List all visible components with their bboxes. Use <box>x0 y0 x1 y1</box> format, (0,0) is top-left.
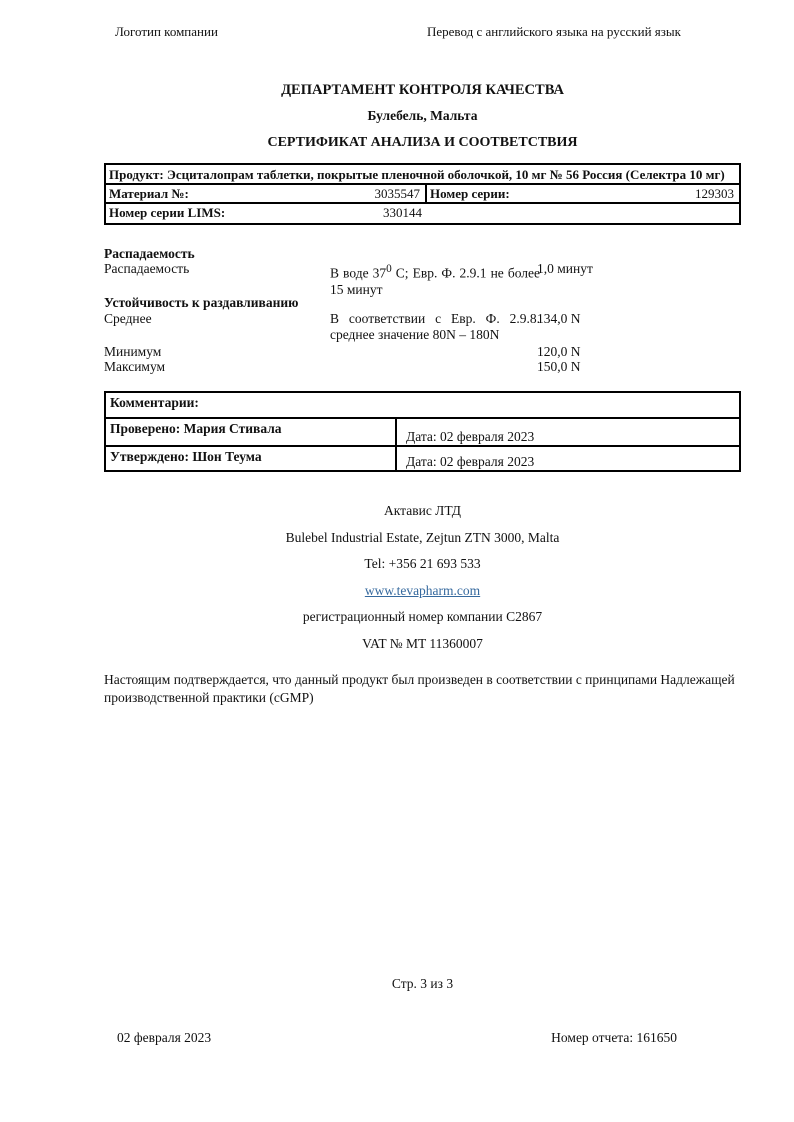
location-subtitle: Булебель, Мальта <box>367 108 478 123</box>
lims-cell <box>106 204 427 223</box>
table-row <box>106 419 739 447</box>
batch-value: 129303 <box>695 186 734 201</box>
comments-table <box>104 391 741 472</box>
certificate-title: СЕРТИФИКАТ АНАЛИЗА И СООТВЕТСТВИЯ <box>267 135 578 150</box>
company-vat: VAT № MT 11360007 <box>362 636 483 651</box>
test-name: Максимум <box>104 359 166 374</box>
department-title: ДЕПАРТАМЕНТ КОНТРОЛЯ КАЧЕСТВА <box>281 82 564 98</box>
comments-label: Комментарии: <box>106 393 739 419</box>
website-link[interactable]: www.tevapharm.com <box>364 583 481 598</box>
batch-label: Номер серии: <box>430 186 510 201</box>
lims-value: 330144 <box>383 205 422 220</box>
checked-by: Проверено: Мария Стивала <box>106 419 397 445</box>
approved-date: Дата: 02 февраля 2023 <box>406 454 535 469</box>
crush-resistance-heading: Устойчивость к раздавливанию <box>104 295 299 310</box>
test-name: Распадаемость <box>104 261 190 276</box>
spec-text: С; Евр. Ф. 2.9.1 не более 15 минут <box>330 265 540 297</box>
degree-superscript: 0 <box>386 263 392 275</box>
test-result: 1,0 минут <box>537 261 593 276</box>
test-name: Минимум <box>104 344 162 359</box>
company-registration: регистрационный номер компании C2867 <box>302 609 543 624</box>
test-name: Среднее <box>104 311 152 326</box>
footer-date: 02 февраля 2023 <box>117 1030 212 1045</box>
material-cell <box>106 185 427 202</box>
checked-date: Дата: 02 февраля 2023 <box>406 429 535 444</box>
company-website-line <box>104 583 741 599</box>
company-phone: Tel: +356 21 693 533 <box>364 556 481 571</box>
material-label: Материал №: <box>109 186 189 201</box>
product-line: Продукт: Эсциталопрам таблетки, покрытые пленочной оболочкой, 10 мг № 56 Россия (Селектра 10 мг) <box>106 165 739 185</box>
gmp-statement: Настоящим подтверждается, что данный продукт был произведен в соответствии с принципами Надлежащей производственной практики (cGMP) <box>104 672 735 705</box>
material-value: 3035547 <box>374 186 420 201</box>
company-address: Bulebel Industrial Estate, Zejtun ZTN 3000, Malta <box>285 530 560 545</box>
table-row <box>106 185 739 204</box>
test-result: 120,0 N <box>537 344 581 359</box>
lims-label: Номер серии LIMS: <box>109 205 226 220</box>
page-number: Стр. 3 из 3 <box>391 976 454 991</box>
footer-report-number: Номер отчета: 161650 <box>551 1030 677 1045</box>
spec-text: В воде 37 <box>330 265 387 281</box>
test-result: 150,0 N <box>537 359 581 374</box>
product-info-table <box>104 163 741 225</box>
test-spec: В соответствии с Евр. Ф. 2.9.8. среднее значение 80N – 180N <box>330 311 540 342</box>
empty-cell <box>427 204 739 223</box>
table-row <box>106 447 739 470</box>
table-row <box>106 204 739 223</box>
test-result: 134,0 N <box>537 311 581 326</box>
company-logo-placeholder: Логотип компании <box>115 24 218 39</box>
test-spec <box>330 261 540 298</box>
disintegration-heading: Распадаемость <box>104 246 195 261</box>
batch-cell <box>427 185 739 202</box>
translation-note: Перевод с английского языка на русский язык <box>427 24 681 39</box>
approved-by: Утверждено: Шон Теума <box>106 447 397 470</box>
company-name: Актавис ЛТД <box>384 503 461 518</box>
